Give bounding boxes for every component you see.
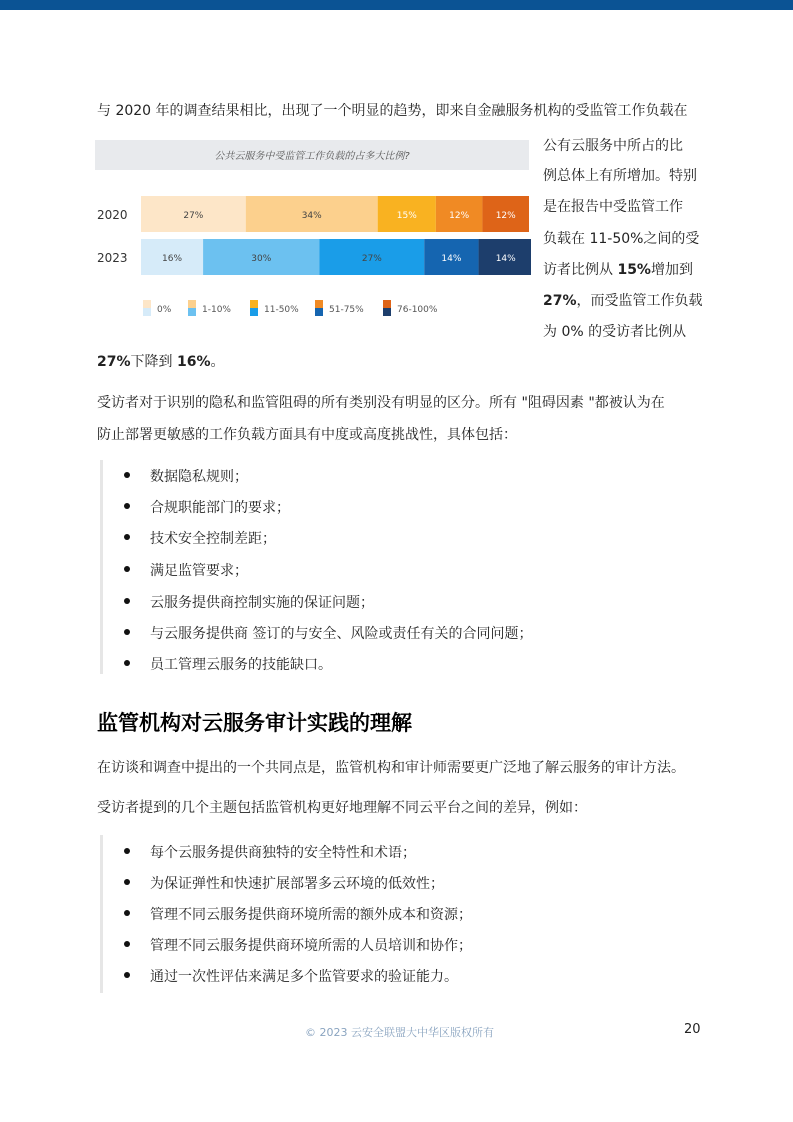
paragraph-1-wrap-line: 27%，而受监管工作负载 <box>543 293 703 309</box>
list-2-quote-bar <box>100 835 103 993</box>
legend-swatch <box>315 308 323 316</box>
data-label: 14% <box>495 254 516 264</box>
list-item: 员工管理云服务的技能缺口。 <box>124 654 332 674</box>
data-label: 15% <box>396 211 417 221</box>
legend-swatch <box>143 308 151 316</box>
legend-swatch <box>383 308 391 316</box>
bullet-icon <box>124 629 130 635</box>
paragraph-3: 在访谈和调查中提出的一个共同点是，监管机构和审计师需要更广泛地了解云服务的审计方法。 <box>97 760 685 776</box>
bullet-icon <box>124 503 130 509</box>
list-item: 管理不同云服务提供商环境所需的额外成本和资源； <box>124 904 472 924</box>
legend-swatch <box>315 300 323 308</box>
data-label: 30% <box>251 254 272 264</box>
paragraph-4: 受访者提到的几个主题包括监管机构更好地理解不同云平台之间的差异，例如： <box>97 800 587 816</box>
paragraph-1-wrap-line: 负载在 11-50%之间的受 <box>543 231 700 247</box>
chart-title: 公共云服务中受监管工作负载的占多大比例? <box>214 151 410 162</box>
bullet-icon <box>124 660 130 666</box>
legend-swatch <box>383 300 391 308</box>
category-label: 2020 <box>97 208 128 222</box>
page-number: 20 <box>684 1022 701 1037</box>
paragraph-2-line-2: 防止部署更敏感的工作负载方面具有中度或高度挑战性，具体包括： <box>97 427 517 443</box>
paragraph-1-wrap-line: 公有云服务中所占的比 <box>543 138 683 154</box>
list-item: 数据隐私规则； <box>124 466 248 486</box>
bullet-icon <box>124 941 130 947</box>
list-item: 合规职能部门的要求； <box>124 497 290 517</box>
data-label: 12% <box>495 211 516 221</box>
list-item: 技术安全控制差距； <box>124 528 276 548</box>
legend-label: 0% <box>157 305 172 315</box>
workload-share-chart <box>95 136 531 332</box>
paragraph-1-wrap-line: 例总体上有所增加。特别 <box>543 168 697 184</box>
list-item: 为保证弹性和快速扩展部署多云环境的低效性； <box>124 873 444 893</box>
legend-swatch <box>188 300 196 308</box>
data-label: 27% <box>183 211 204 221</box>
footer-copyright: © 2023 云安全联盟大中华区版权所有 <box>305 1026 494 1039</box>
bullet-icon <box>124 534 130 540</box>
paragraph-1-last-line: 27%下降到 16%。 <box>97 354 225 370</box>
data-label: 16% <box>162 254 183 264</box>
chart-bars <box>97 196 531 275</box>
data-label: 12% <box>449 211 470 221</box>
data-label: 14% <box>441 254 462 264</box>
paragraph-1-wrap-line: 访者比例从 15%增加到 <box>543 262 693 278</box>
bullet-icon <box>124 972 130 978</box>
legend-label: 51-75% <box>329 305 364 315</box>
bullet-icon <box>124 879 130 885</box>
section-heading: 监管机构对云服务审计实践的理解 <box>97 711 412 735</box>
list-1-quote-bar <box>100 460 103 674</box>
list-item: 满足监管要求； <box>124 560 248 580</box>
list-item: 与云服务提供商 签订的与安全、风险或责任有关的合同问题； <box>124 623 532 643</box>
legend-label: 1-10% <box>202 305 231 315</box>
paragraph-2-line-1: 受访者对于识别的隐私和监管阻碍的所有类别没有明显的区分。所有 "阻碍因素 "都被认为在 <box>97 395 665 411</box>
data-label: 27% <box>361 254 382 264</box>
legend-swatch <box>188 308 196 316</box>
top-color-bar <box>0 0 793 10</box>
paragraph-1-line-1: 与 2020 年的调查结果相比，出现了一个明显的趋势，即来自金融服务机构的受监管工作负载在 <box>97 103 688 119</box>
list-item: 云服务提供商控制实施的保证问题； <box>124 592 374 612</box>
bullet-icon <box>124 848 130 854</box>
data-label: 34% <box>301 211 322 221</box>
list-item: 每个云服务提供商独特的安全特性和术语； <box>124 842 416 862</box>
bullet-icon <box>124 910 130 916</box>
bullet-icon <box>124 598 130 604</box>
list-item: 管理不同云服务提供商环境所需的人员培训和协作； <box>124 935 472 955</box>
category-label: 2023 <box>97 251 128 265</box>
paragraph-1-wrap-line: 为 0% 的受访者比例从 <box>543 324 687 340</box>
paragraph-1-wrap-line: 是在报告中受监管工作 <box>543 199 683 215</box>
legend-swatch <box>250 300 258 308</box>
bullet-icon <box>124 472 130 478</box>
list-item: 通过一次性评估来满足多个监管要求的验证能力。 <box>124 966 458 986</box>
bullet-icon <box>124 566 130 572</box>
chart-legend <box>143 300 438 316</box>
legend-swatch <box>250 308 258 316</box>
legend-label: 76-100% <box>397 305 438 315</box>
legend-label: 11-50% <box>264 305 299 315</box>
legend-swatch <box>143 300 151 308</box>
